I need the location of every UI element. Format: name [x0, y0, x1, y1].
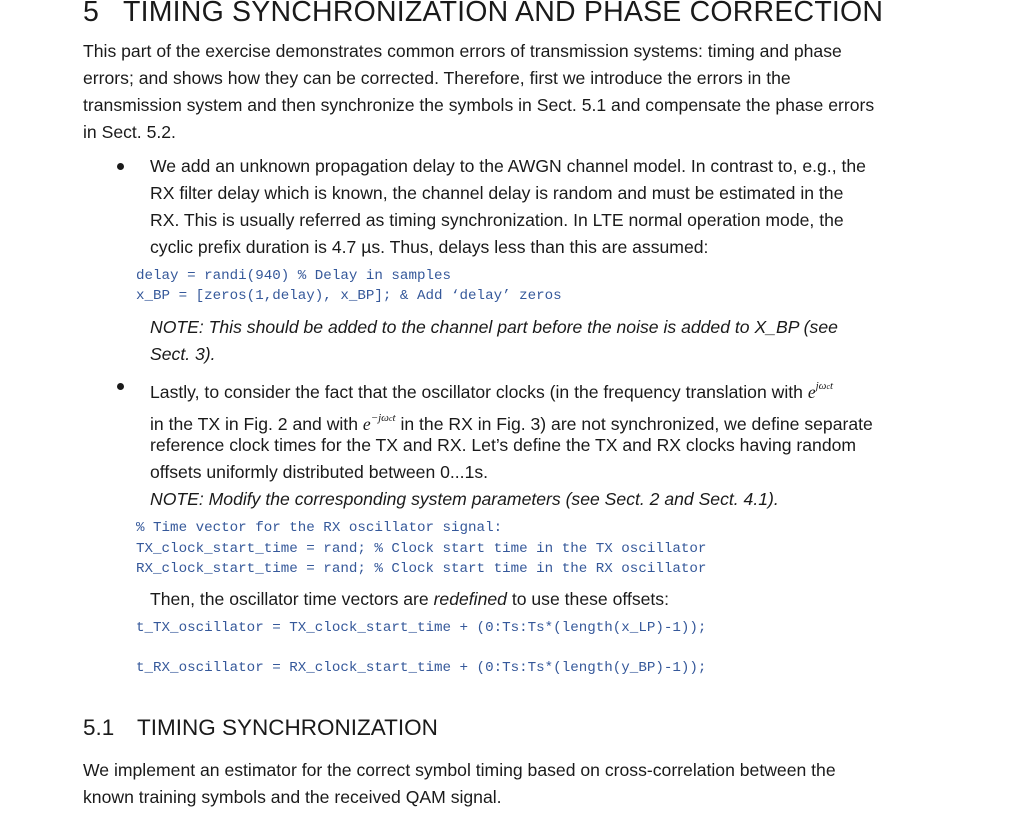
section-number: 5	[83, 0, 100, 28]
bullet-dot	[117, 383, 124, 390]
intro-line: in Sect. 5.2.	[83, 122, 176, 142]
bullet2-line: offsets uniformly distributed between 0...1s.	[150, 462, 489, 482]
subsection-number: 5.1	[83, 715, 115, 740]
note-line: NOTE: This should be added to the channel part before the noise is added to X_BP (see	[150, 317, 838, 337]
bullet1-line: RX filter delay which is known, the channel delay is random and must be estimated in the	[150, 183, 844, 203]
intro-line: This part of the exercise demonstrates common errors of transmission systems: timing and phase	[83, 41, 842, 61]
intro-line: transmission system and then synchronize the symbols in Sect. 5.1 and compensate the phase errors	[83, 95, 875, 115]
code-line: x_BP = [zeros(1,delay), x_BP]; & Add ‘delay’ zeros	[136, 288, 562, 304]
code-line: RX_clock_start_time = rand; % Clock start time in the RX oscillator	[136, 561, 707, 577]
bullet2-then: Then, the oscillator time vectors are redefined to use these offsets:	[150, 589, 669, 609]
bullet2-text: in the RX in Fig. 3) are not synchronized, we define separate	[395, 414, 873, 434]
section-title: TIMING SYNCHRONIZATION AND PHASE CORRECTION	[123, 0, 884, 28]
note-line: Sect. 3).	[150, 344, 216, 364]
subsection-heading	[83, 715, 438, 741]
subsection-title: TIMING SYNCHRONIZATION	[137, 715, 438, 740]
intro-line: errors; and shows how they can be corrected. Therefore, first we introduce the errors in the	[83, 68, 791, 88]
code-line: delay = randi(940) % Delay in samples	[136, 268, 452, 284]
bullet2-text: Lastly, to consider the fact that the oscillator clocks (in the frequency translation with	[150, 382, 808, 402]
code-line: % Time vector for the RX oscillator signal:	[136, 520, 503, 536]
bullet1-line: cyclic prefix duration is 4.7 µs. Thus, delays less than this are assumed:	[150, 237, 709, 257]
bullet2-line	[150, 373, 833, 406]
bullet2-line: reference clock times for the TX and RX. Let’s define the TX and RX clocks having random	[150, 435, 857, 455]
code-line: TX_clock_start_time = rand; % Clock start time in the TX oscillator	[136, 541, 707, 557]
code-line: t_TX_oscillator = TX_clock_start_time + (0:Ts:Ts*(length(x_LP)-1));	[136, 620, 707, 636]
subsection-line: We implement an estimator for the correct symbol timing based on cross-correlation between the	[83, 760, 836, 780]
bullet2-text: in the TX in Fig. 2 and with	[150, 414, 363, 434]
note-line: NOTE: Modify the corresponding system parameters (see Sect. 2 and Sect. 4.1).	[150, 489, 779, 509]
code-line: t_RX_oscillator = RX_clock_start_time + (0:Ts:Ts*(length(y_BP)-1));	[136, 660, 707, 676]
section-heading	[83, 0, 883, 29]
subsection-line: known training symbols and the received QAM signal.	[83, 787, 502, 807]
tx-exponent: $e^{j\omega ct}$	[807, 380, 834, 402]
bullet-dot	[117, 163, 124, 170]
rx-exponent: $e^{-j\omega ct}$	[362, 412, 396, 434]
bullet1-line: We add an unknown propagation delay to the AWGN channel model. In contrast to, e.g., the	[150, 156, 866, 176]
bullet1-line: RX. This is usually referred as timing synchronization. In LTE normal operation mode, the	[150, 210, 844, 230]
